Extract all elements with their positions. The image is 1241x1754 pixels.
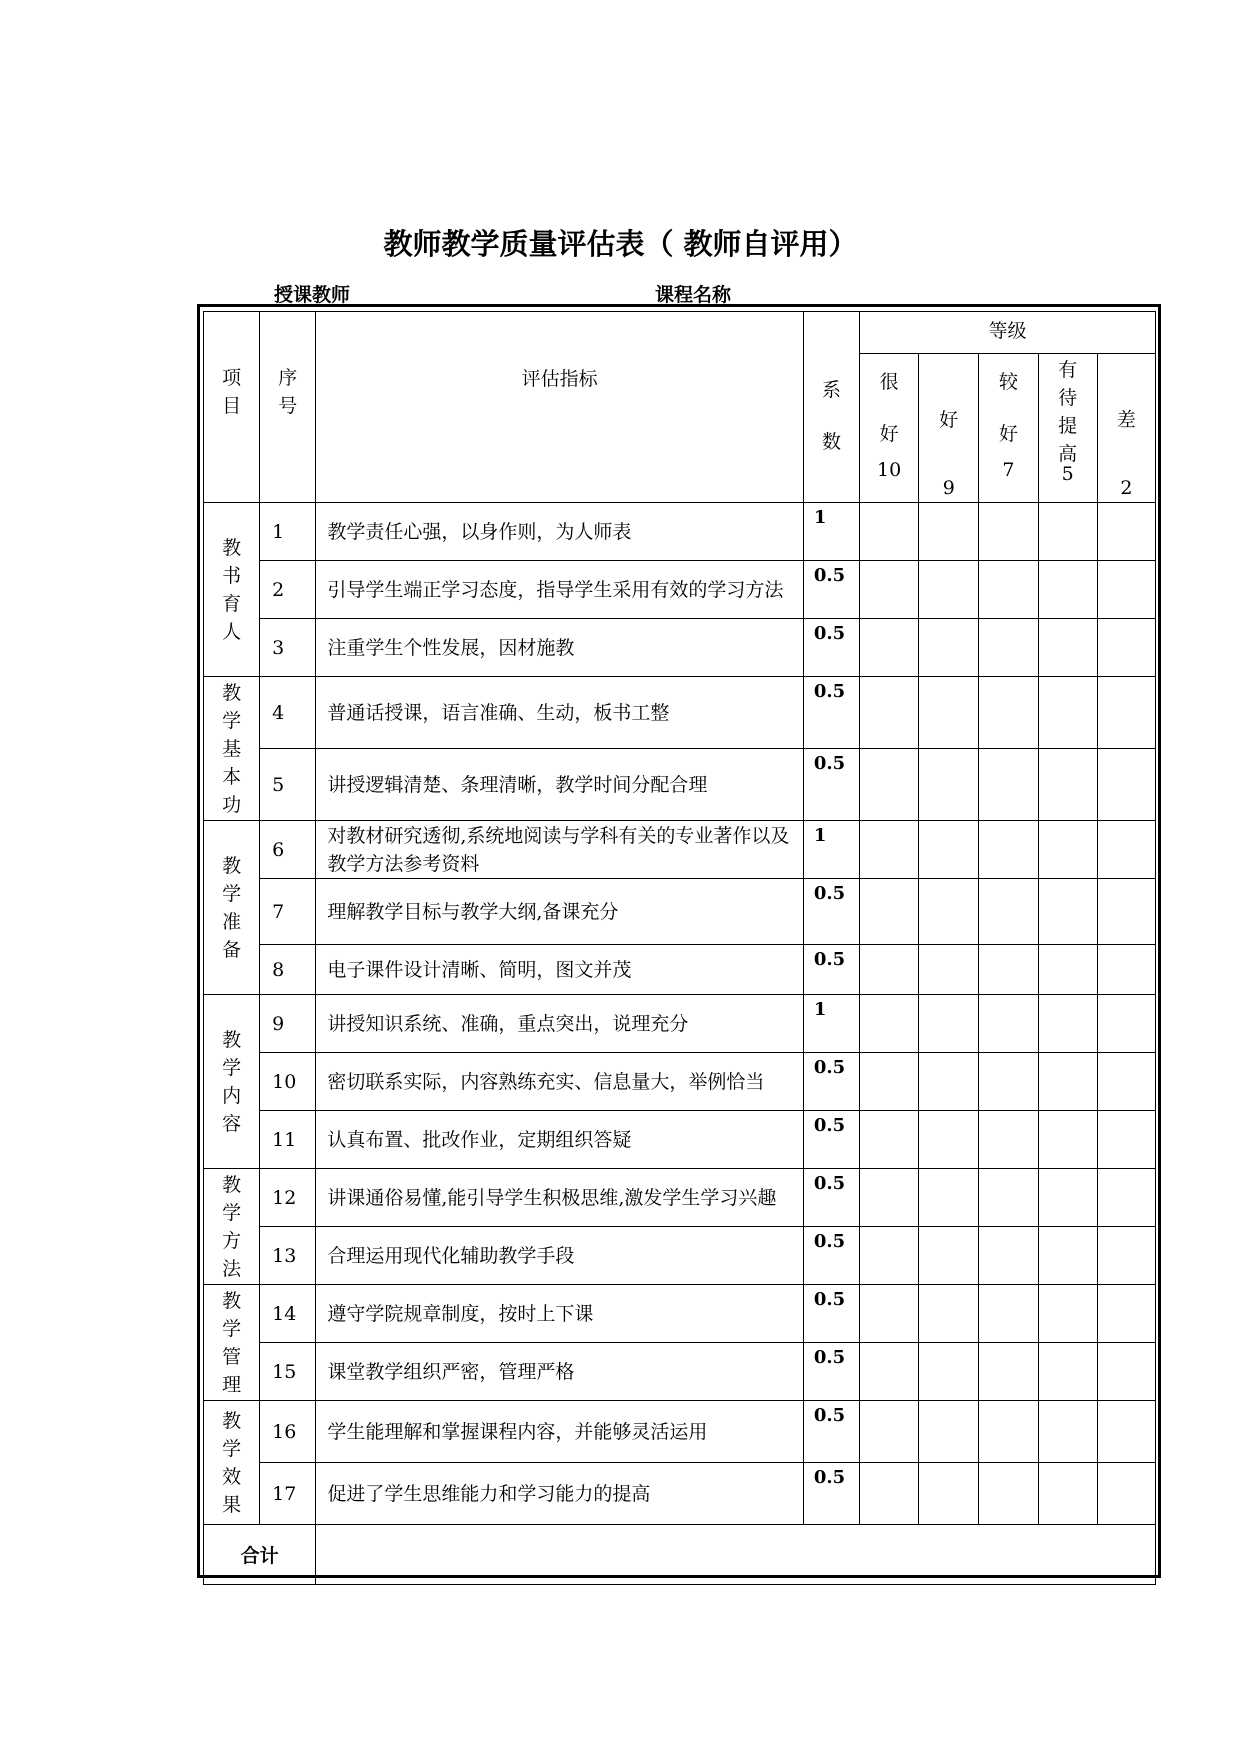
- grade-input-cell[interactable]: [919, 561, 979, 619]
- indicator-cell: 学生能理解和掌握课程内容，并能够灵活运用: [316, 1401, 804, 1463]
- indicator-cell: 对教材研究透彻,系统地阅读与学科有关的专业著作以及教学方法参考资料: [316, 821, 804, 879]
- table-row: [204, 1343, 1156, 1401]
- grade-score: 2: [1120, 477, 1133, 499]
- seq-cell: 13: [260, 1227, 316, 1285]
- grade-header-2: [979, 354, 1038, 503]
- grade-label: 差: [1116, 409, 1136, 431]
- grade-input-cell[interactable]: [919, 1463, 979, 1525]
- grade-input-cell[interactable]: [979, 1401, 1038, 1463]
- category-cell: [204, 1401, 260, 1525]
- grade-input-cell[interactable]: [1097, 1111, 1155, 1169]
- grade-label: 较 好: [998, 371, 1018, 445]
- grade-input-cell[interactable]: [979, 1111, 1038, 1169]
- grade-input-cell[interactable]: [979, 1285, 1038, 1343]
- table-row: [204, 1169, 1156, 1227]
- seq-cell: 9: [260, 995, 316, 1053]
- header-grade: 等级: [860, 312, 1156, 354]
- grade-input-cell[interactable]: [860, 1401, 919, 1463]
- grade-input-cell[interactable]: [1038, 1285, 1097, 1343]
- table-row: [204, 821, 1156, 879]
- grade-input-cell[interactable]: [919, 503, 979, 561]
- indicator-cell: 促进了学生思维能力和学习能力的提高: [316, 1463, 804, 1525]
- coef-cell: 0.5: [803, 619, 859, 677]
- category-name: 教 学 基 本 功: [222, 681, 242, 816]
- table-row: [204, 619, 1156, 677]
- header-seq: [260, 312, 316, 503]
- grade-input-cell[interactable]: [979, 1343, 1038, 1401]
- indicator-cell: 教学责任心强，以身作则，为人师表: [316, 503, 804, 561]
- header-category: [204, 312, 260, 503]
- grade-input-cell[interactable]: [979, 749, 1038, 821]
- coef-cell: 0.5: [803, 945, 859, 995]
- table-row: [204, 1053, 1156, 1111]
- seq-cell: 1: [260, 503, 316, 561]
- grade-label: 好: [939, 409, 959, 431]
- grade-input-cell[interactable]: [1097, 1285, 1155, 1343]
- grade-input-cell[interactable]: [979, 503, 1038, 561]
- grade-input-cell[interactable]: [860, 1285, 919, 1343]
- coef-cell: 0.5: [803, 1227, 859, 1285]
- grade-input-cell[interactable]: [1097, 619, 1155, 677]
- table-row: [204, 1401, 1156, 1463]
- grade-input-cell[interactable]: [979, 1227, 1038, 1285]
- grade-input-cell[interactable]: [1097, 503, 1155, 561]
- grade-input-cell[interactable]: [860, 821, 919, 879]
- grade-input-cell[interactable]: [1038, 1463, 1097, 1525]
- seq-cell: 15: [260, 1343, 316, 1401]
- table-row: [204, 561, 1156, 619]
- coef-cell: 0.5: [803, 1169, 859, 1227]
- grade-input-cell[interactable]: [860, 1227, 919, 1285]
- table-row: [204, 1285, 1156, 1343]
- grade-input-cell[interactable]: [1038, 619, 1097, 677]
- indicator-cell: 注重学生个性发展，因材施教: [316, 619, 804, 677]
- table-row: [204, 677, 1156, 749]
- indicator-cell: 理解教学目标与教学大纲,备课充分: [316, 879, 804, 945]
- evaluation-table: [203, 311, 1156, 1585]
- grade-input-cell[interactable]: [1038, 1169, 1097, 1227]
- seq-cell: 10: [260, 1053, 316, 1111]
- grade-input-cell[interactable]: [1097, 879, 1155, 945]
- indicator-cell: 讲授知识系统、准确，重点突出，说理充分: [316, 995, 804, 1053]
- category-name: 教 学 方 法: [222, 1173, 242, 1280]
- grade-input-cell[interactable]: [1097, 1401, 1155, 1463]
- grade-input-cell[interactable]: [919, 945, 979, 995]
- grade-input-cell[interactable]: [1097, 1053, 1155, 1111]
- grade-input-cell[interactable]: [919, 1053, 979, 1111]
- total-label: 合计: [204, 1525, 316, 1585]
- grade-input-cell[interactable]: [1038, 821, 1097, 879]
- category-cell: [204, 1285, 260, 1401]
- header-coef-text: 系 数: [821, 379, 841, 453]
- grade-input-cell[interactable]: [1097, 1343, 1155, 1401]
- total-row: [204, 1525, 1156, 1585]
- grade-input-cell[interactable]: [1097, 995, 1155, 1053]
- grade-input-cell[interactable]: [860, 561, 919, 619]
- seq-cell: 16: [260, 1401, 316, 1463]
- grade-input-cell[interactable]: [1038, 879, 1097, 945]
- header-category-text: 项 目: [222, 367, 242, 417]
- grade-input-cell[interactable]: [860, 1111, 919, 1169]
- grade-score: 7: [1002, 459, 1015, 481]
- grade-input-cell[interactable]: [860, 945, 919, 995]
- coef-cell: 1: [803, 503, 859, 561]
- grade-input-cell[interactable]: [979, 677, 1038, 749]
- grade-input-cell[interactable]: [1038, 677, 1097, 749]
- grade-input-cell[interactable]: [1038, 749, 1097, 821]
- seq-cell: 14: [260, 1285, 316, 1343]
- grade-input-cell[interactable]: [1038, 1343, 1097, 1401]
- grade-input-cell[interactable]: [979, 879, 1038, 945]
- category-cell: [204, 503, 260, 677]
- category-cell: [204, 1169, 260, 1285]
- indicator-cell: 合理运用现代化辅助教学手段: [316, 1227, 804, 1285]
- grade-input-cell[interactable]: [860, 1343, 919, 1401]
- coef-cell: 0.5: [803, 1111, 859, 1169]
- coef-cell: 0.5: [803, 1463, 859, 1525]
- coef-cell: 1: [803, 821, 859, 879]
- grade-input-cell[interactable]: [1097, 1169, 1155, 1227]
- teacher-label: 授课教师: [274, 284, 351, 306]
- coef-cell: 0.5: [803, 561, 859, 619]
- grade-input-cell[interactable]: [1097, 1227, 1155, 1285]
- indicator-cell: 讲授逻辑清楚、条理清晰，教学时间分配合理: [316, 749, 804, 821]
- grade-input-cell[interactable]: [860, 1169, 919, 1227]
- coef-cell: 0.5: [803, 677, 859, 749]
- grade-input-cell[interactable]: [919, 1227, 979, 1285]
- grade-input-cell[interactable]: [860, 619, 919, 677]
- grade-input-cell[interactable]: [1097, 1463, 1155, 1525]
- seq-cell: 12: [260, 1169, 316, 1227]
- seq-cell: 11: [260, 1111, 316, 1169]
- grade-input-cell[interactable]: [1038, 1401, 1097, 1463]
- total-value-cell[interactable]: [316, 1525, 1156, 1585]
- grade-input-cell[interactable]: [1038, 1053, 1097, 1111]
- coef-cell: 0.5: [803, 879, 859, 945]
- indicator-cell: 课堂教学组织严密，管理严格: [316, 1343, 804, 1401]
- grade-input-cell[interactable]: [919, 879, 979, 945]
- coef-cell: 0.5: [803, 749, 859, 821]
- table-row: [204, 1227, 1156, 1285]
- header-seq-text: 序 号: [278, 367, 298, 417]
- category-name: 教 学 准 备: [222, 854, 242, 961]
- grade-score: 10: [877, 459, 902, 481]
- indicator-cell: 电子课件设计清晰、简明，图文并茂: [316, 945, 804, 995]
- grade-input-cell[interactable]: [979, 1463, 1038, 1525]
- page-title: 教师教学质量评估表（ 教师自评用）: [383, 227, 858, 261]
- table-row: [204, 503, 1156, 561]
- grade-input-cell[interactable]: [979, 561, 1038, 619]
- grade-input-cell[interactable]: [979, 821, 1038, 879]
- table-row: [204, 1111, 1156, 1169]
- seq-cell: 4: [260, 677, 316, 749]
- grade-input-cell[interactable]: [1038, 503, 1097, 561]
- grade-input-cell[interactable]: [979, 619, 1038, 677]
- grade-input-cell[interactable]: [1038, 995, 1097, 1053]
- category-name: 教 学 效 果: [222, 1409, 242, 1516]
- seq-cell: 8: [260, 945, 316, 995]
- indicator-cell: 引导学生端正学习态度，指导学生采用有效的学习方法: [316, 561, 804, 619]
- table-row: [204, 995, 1156, 1053]
- table-row: [204, 945, 1156, 995]
- course-name-label: 课程名称: [655, 284, 732, 306]
- seq-cell: 6: [260, 821, 316, 879]
- grade-input-cell[interactable]: [979, 1169, 1038, 1227]
- coef-cell: 0.5: [803, 1343, 859, 1401]
- grade-input-cell[interactable]: [919, 1169, 979, 1227]
- grade-header-1: [919, 354, 979, 503]
- grade-input-cell[interactable]: [1097, 749, 1155, 821]
- grade-header-4: [1097, 354, 1155, 503]
- category-name: 教 学 内 容: [222, 1028, 242, 1135]
- seq-cell: 5: [260, 749, 316, 821]
- grade-input-cell[interactable]: [860, 995, 919, 1053]
- coef-cell: 0.5: [803, 1401, 859, 1463]
- grade-input-cell[interactable]: [919, 1401, 979, 1463]
- grade-input-cell[interactable]: [979, 1053, 1038, 1111]
- grade-input-cell[interactable]: [860, 749, 919, 821]
- grade-input-cell[interactable]: [919, 677, 979, 749]
- grade-input-cell[interactable]: [1038, 1111, 1097, 1169]
- indicator-cell: 密切联系实际，内容熟练充实、信息量大，举例恰当: [316, 1053, 804, 1111]
- grade-input-cell[interactable]: [919, 619, 979, 677]
- grade-input-cell[interactable]: [1097, 821, 1155, 879]
- grade-input-cell[interactable]: [1038, 945, 1097, 995]
- category-name: 教 书 育 人: [222, 536, 242, 643]
- grade-input-cell[interactable]: [919, 995, 979, 1053]
- grade-input-cell[interactable]: [919, 1111, 979, 1169]
- grade-input-cell[interactable]: [919, 821, 979, 879]
- seq-cell: 3: [260, 619, 316, 677]
- coef-cell: 1: [803, 995, 859, 1053]
- table-row: [204, 879, 1156, 945]
- coef-cell: 0.5: [803, 1285, 859, 1343]
- indicator-cell: 遵守学院规章制度，按时上下课: [316, 1285, 804, 1343]
- indicator-cell: 认真布置、批改作业，定期组织答疑: [316, 1111, 804, 1169]
- grade-input-cell[interactable]: [860, 677, 919, 749]
- indicator-cell: 讲课通俗易懂,能引导学生积极思维,激发学生学习兴趣: [316, 1169, 804, 1227]
- grade-input-cell[interactable]: [1038, 1227, 1097, 1285]
- grade-score: 5: [1061, 463, 1074, 485]
- grade-input-cell[interactable]: [1097, 561, 1155, 619]
- grade-input-cell[interactable]: [860, 879, 919, 945]
- table-row: [204, 1463, 1156, 1525]
- grade-header-3: [1038, 354, 1097, 503]
- header-coef: [803, 312, 859, 503]
- grade-input-cell[interactable]: [979, 945, 1038, 995]
- grade-input-cell[interactable]: [919, 749, 979, 821]
- grade-input-cell[interactable]: [1038, 561, 1097, 619]
- seq-cell: 7: [260, 879, 316, 945]
- category-cell: [204, 677, 260, 821]
- grade-input-cell[interactable]: [860, 1463, 919, 1525]
- header-indicator: 评估指标: [316, 312, 804, 503]
- grade-header-0: [860, 354, 919, 503]
- category-cell: [204, 821, 260, 995]
- coef-cell: 0.5: [803, 1053, 859, 1111]
- grade-label: 有 待 提 高: [1058, 359, 1078, 465]
- grade-input-cell[interactable]: [1097, 677, 1155, 749]
- grade-input-cell[interactable]: [860, 503, 919, 561]
- seq-cell: 17: [260, 1463, 316, 1525]
- seq-cell: 2: [260, 561, 316, 619]
- grade-input-cell[interactable]: [979, 995, 1038, 1053]
- grade-label: 很 好: [879, 371, 899, 445]
- indicator-cell: 普通话授课，语言准确、生动，板书工整: [316, 677, 804, 749]
- grade-input-cell[interactable]: [1097, 945, 1155, 995]
- category-name: 教 学 管 理: [222, 1289, 242, 1396]
- grade-input-cell[interactable]: [919, 1343, 979, 1401]
- grade-input-cell[interactable]: [919, 1285, 979, 1343]
- category-cell: [204, 995, 260, 1169]
- table-row: [204, 749, 1156, 821]
- grade-input-cell[interactable]: [860, 1053, 919, 1111]
- grade-score: 9: [942, 477, 955, 499]
